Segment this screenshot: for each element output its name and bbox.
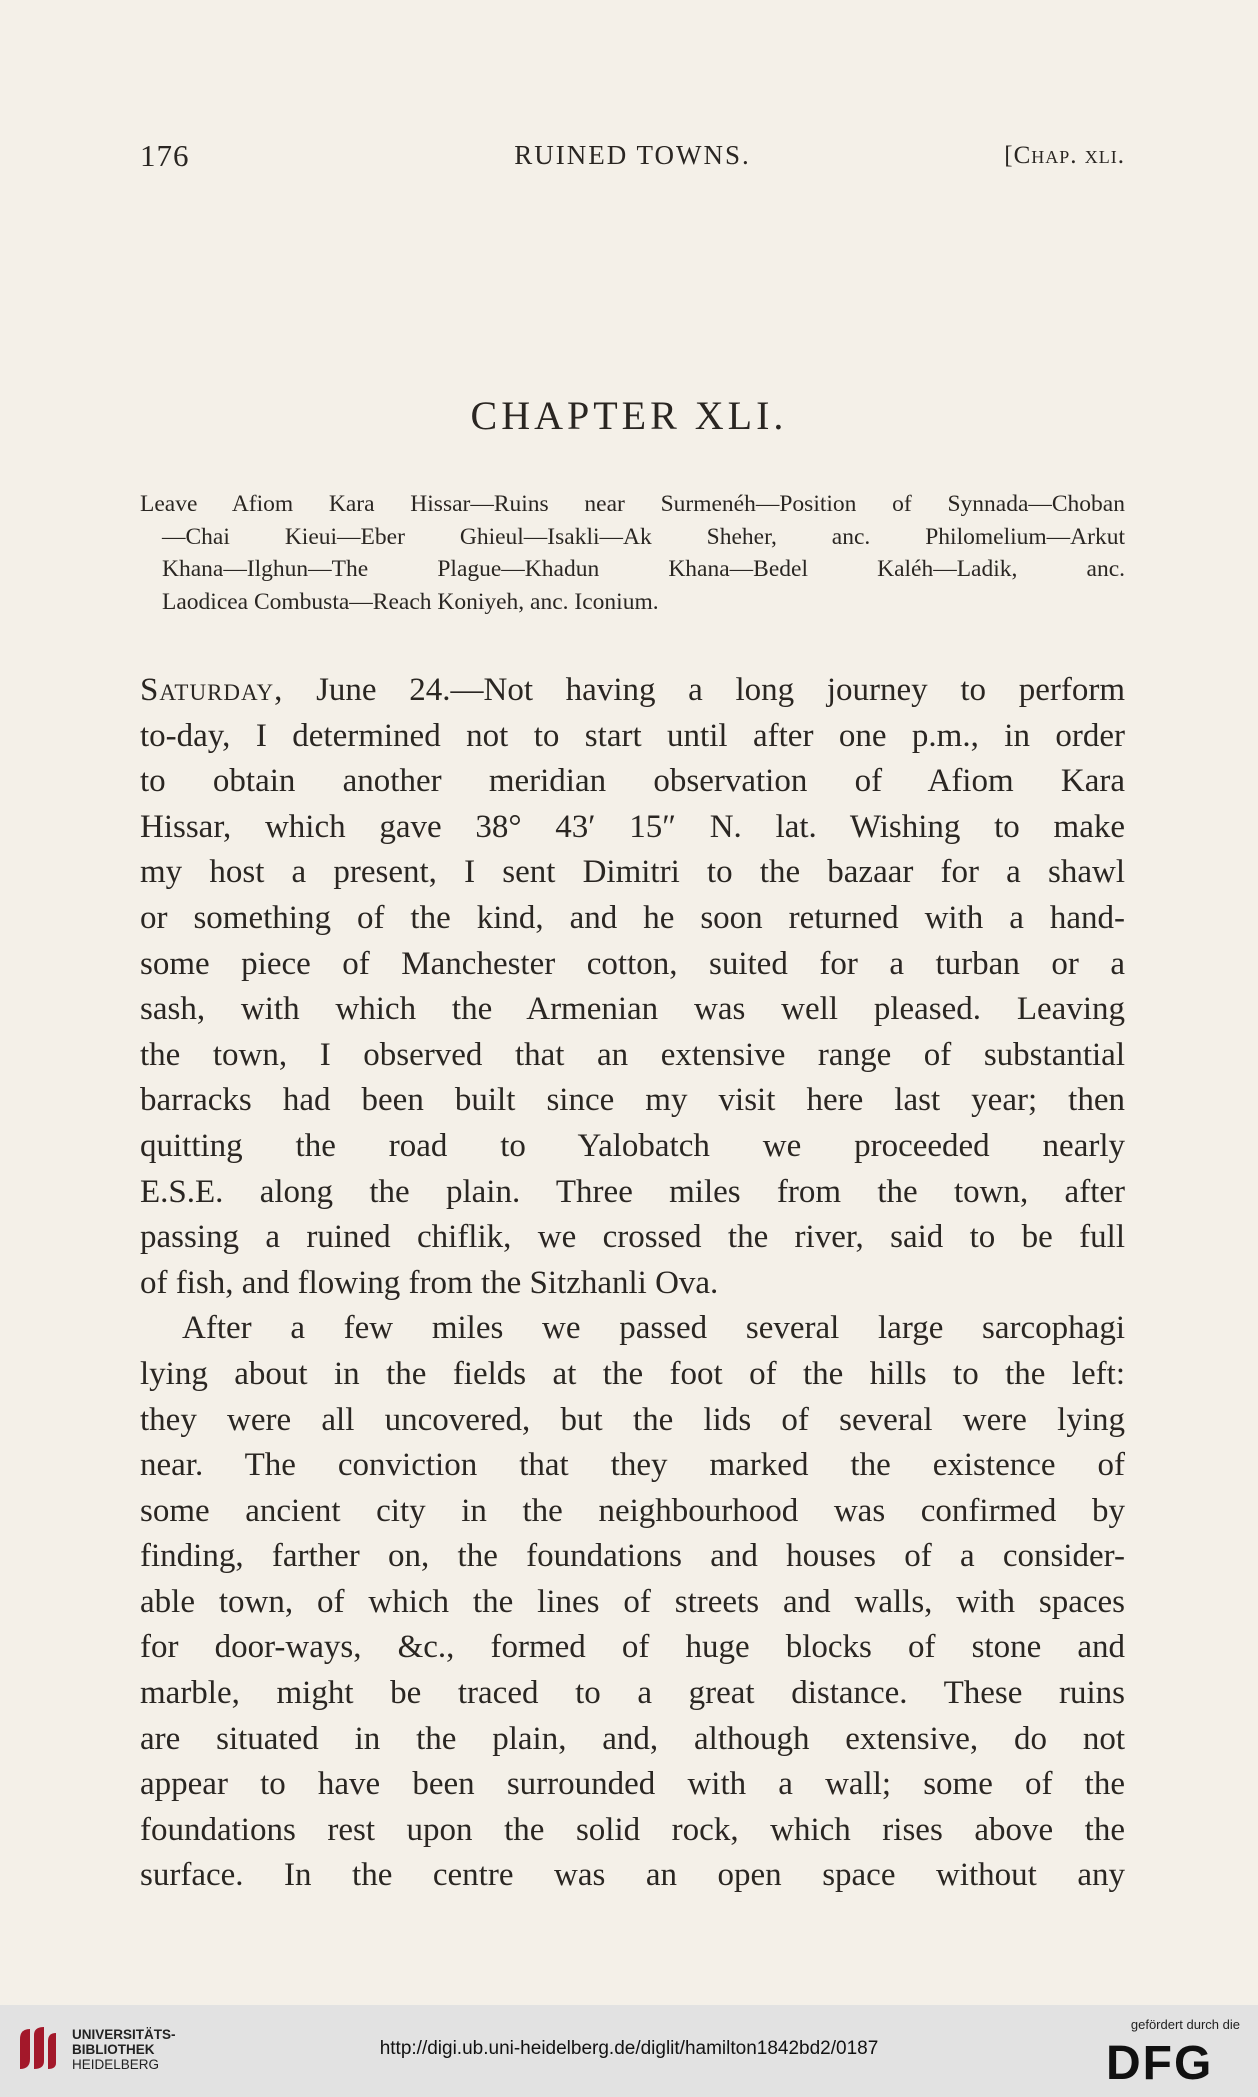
- library-name-line: HEIDELBERG: [72, 2057, 160, 2072]
- text-line: sash, with which the Armenian was well pleased. Leaving: [140, 991, 1125, 1028]
- body-text: [140, 668, 1125, 1899]
- footer-bar: [0, 2005, 1258, 2097]
- text-line: for door-ways, &c., formed of huge blocks of stone and: [140, 1629, 1125, 1666]
- text-line: finding, farther on, the foundations and houses of a consider-: [140, 1538, 1125, 1575]
- text-line: E.S.E. along the plain. Three miles from the town, after: [140, 1173, 1125, 1210]
- text-line: [140, 668, 1125, 714]
- text-line: barracks had been built since my visit here last year; then: [140, 1082, 1125, 1119]
- dfg-logo-text: DFG: [1106, 2037, 1214, 2087]
- text-line: my host a present, I sent Dimitri to the bazaar for a shawl: [140, 854, 1125, 891]
- text-line: Hissar, which gave 38° 43′ 15″ N. lat. Wishing to make: [140, 808, 1125, 845]
- library-name-line: BIBLIOTHEK: [72, 2042, 155, 2057]
- text-line: quitting the road to Yalobatch we proceeded nearly: [140, 1127, 1125, 1164]
- running-title: RUINED TOWNS.: [514, 140, 751, 170]
- funding-note: gefördert durch die: [1130, 2017, 1240, 2032]
- text-line: the town, I observed that an extensive range of substantial: [140, 1036, 1125, 1073]
- text-line: foundations rest upon the solid rock, which rises above the: [140, 1811, 1125, 1848]
- text-line: near. The conviction that they marked the existence of: [140, 1447, 1125, 1484]
- chapter-reference: [Chap. xli.: [1004, 142, 1125, 169]
- summary-line: Khana—Ilghun—The Plague—Khadun Khana—Bedel Kaléh—Ladik, anc.: [162, 556, 1125, 582]
- text-line: some piece of Manchester cotton, suited for a turban or a: [140, 945, 1125, 982]
- text-line: to-day, I determined not to start until after one p.m., in order: [140, 717, 1125, 754]
- text-line: appear to have been surrounded with a wall; some of the: [140, 1766, 1125, 1803]
- text-line: able town, of which the lines of streets and walls, with spaces: [140, 1583, 1125, 1620]
- library-name-line: UNIVERSITÄTS-: [72, 2027, 176, 2042]
- chapter-summary: [140, 488, 1125, 618]
- text-line: or something of the kind, and he soon returned with a hand-: [140, 899, 1125, 936]
- text-line: surface. In the centre was an open space without any: [140, 1857, 1125, 1894]
- summary-line: Laodicea Combusta—Reach Koniyeh, anc. Iconium.: [162, 588, 659, 615]
- lead-word: Saturday,: [140, 672, 284, 708]
- page-number: 176: [140, 138, 190, 173]
- running-head: [140, 138, 1125, 178]
- text-line-rest: June 24.—Not having a long journey to perform: [283, 672, 1125, 708]
- text-line: some ancient city in the neighbourhood was confirmed by: [140, 1492, 1125, 1529]
- text-line: are situated in the plain, and, although extensive, do not: [140, 1720, 1125, 1757]
- summary-line: —Chai Kieui—Eber Ghieul—Isakli—Ak Sheher, anc. Philomelium—Arkut: [162, 523, 1125, 550]
- summary-line: Leave Afiom Kara Hissar—Ruins near Surmenéh—Position of Synnada—Choban: [140, 491, 1125, 517]
- text-line: to obtain another meridian observation of Afiom Kara: [140, 763, 1125, 800]
- text-line: of fish, and flowing from the Sitzhanli Ova.: [140, 1264, 719, 1301]
- text-line: passing a ruined chiflik, we crossed the river, said to be full: [140, 1219, 1125, 1256]
- dfg-logo-icon: [1104, 2035, 1234, 2087]
- chapter-title: CHAPTER XLI.: [470, 393, 788, 438]
- text-line: After a few miles we passed several large sarcophagi: [182, 1310, 1125, 1347]
- text-line: marble, might be traced to a great distance. These ruins: [140, 1675, 1125, 1712]
- text-line: they were all uncovered, but the lids of several were lying: [140, 1401, 1125, 1438]
- text-line: lying about in the fields at the foot of the hills to the left:: [140, 1355, 1125, 1392]
- source-url-link[interactable]: http://digi.ub.uni-heidelberg.de/diglit/hamilton1842bd2/0187: [379, 2038, 879, 2059]
